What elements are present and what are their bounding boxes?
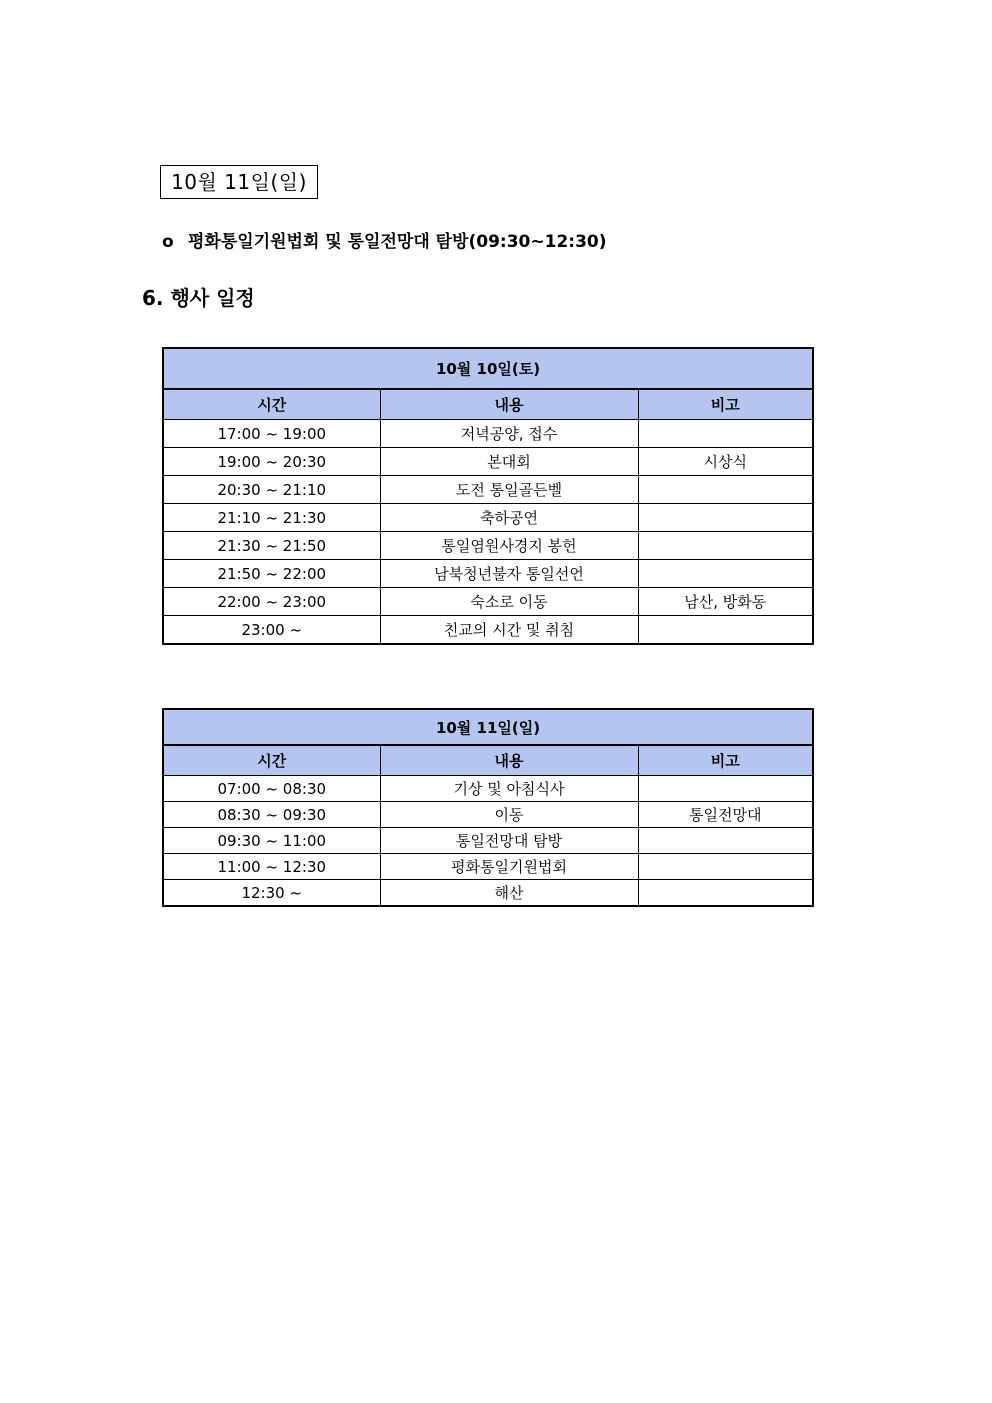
column-header-note: 비고 — [638, 745, 813, 776]
time-cell: 19:00 ~ 20:30 — [163, 448, 380, 476]
content-cell: 통일전망대 탐방 — [380, 828, 638, 854]
table-caption: 10월 10일(토) — [163, 348, 813, 389]
note-cell — [638, 560, 813, 588]
note-cell — [638, 476, 813, 504]
table-row — [163, 776, 813, 802]
time-cell: 22:00 ~ 23:00 — [163, 588, 380, 616]
table-row — [163, 420, 813, 448]
table-row — [163, 828, 813, 854]
content-cell: 본대회 — [380, 448, 638, 476]
note-cell — [638, 504, 813, 532]
time-cell: 21:50 ~ 22:00 — [163, 560, 380, 588]
event-summary-text: 평화통일기원법회 및 통일전망대 탐방(09:30~12:30) — [188, 232, 607, 252]
table-row — [163, 880, 813, 907]
schedule-table-day2 — [162, 708, 814, 907]
note-cell — [638, 854, 813, 880]
content-cell: 통일염원사경지 봉헌 — [380, 532, 638, 560]
note-cell — [638, 828, 813, 854]
schedule-table-day1 — [162, 347, 814, 645]
table-row — [163, 616, 813, 645]
table-row — [163, 476, 813, 504]
column-header-note: 비고 — [638, 389, 813, 420]
bullet-marker: o — [162, 232, 174, 252]
time-cell: 07:00 ~ 08:30 — [163, 776, 380, 802]
content-cell: 평화통일기원법회 — [380, 854, 638, 880]
note-cell — [638, 880, 813, 907]
section-title: 6. 행사 일정 — [142, 286, 255, 310]
column-header-time: 시간 — [163, 389, 380, 420]
note-cell: 남산, 방화동 — [638, 588, 813, 616]
table-caption: 10월 11일(일) — [163, 709, 813, 745]
table-row — [163, 854, 813, 880]
column-header-content: 내용 — [380, 745, 638, 776]
table-row — [163, 504, 813, 532]
time-cell: 21:10 ~ 21:30 — [163, 504, 380, 532]
table-row — [163, 448, 813, 476]
content-cell: 저녁공양, 접수 — [380, 420, 638, 448]
note-cell: 통일전망대 — [638, 802, 813, 828]
content-cell: 남북청년불자 통일선언 — [380, 560, 638, 588]
content-cell: 친교의 시간 및 취침 — [380, 616, 638, 645]
time-cell: 11:00 ~ 12:30 — [163, 854, 380, 880]
time-cell: 17:00 ~ 19:00 — [163, 420, 380, 448]
note-cell — [638, 532, 813, 560]
content-cell: 숙소로 이동 — [380, 588, 638, 616]
event-summary-line — [162, 228, 607, 256]
time-cell: 20:30 ~ 21:10 — [163, 476, 380, 504]
time-cell: 12:30 ~ — [163, 880, 380, 907]
column-header-time: 시간 — [163, 745, 380, 776]
content-cell: 기상 및 아침식사 — [380, 776, 638, 802]
column-header-content: 내용 — [380, 389, 638, 420]
table-row — [163, 802, 813, 828]
table-row — [163, 588, 813, 616]
date-box: 10월 11일(일) — [160, 165, 318, 199]
content-cell: 해산 — [380, 880, 638, 907]
time-cell: 08:30 ~ 09:30 — [163, 802, 380, 828]
time-cell: 21:30 ~ 21:50 — [163, 532, 380, 560]
note-cell — [638, 616, 813, 645]
note-cell — [638, 420, 813, 448]
table-row — [163, 560, 813, 588]
content-cell: 이동 — [380, 802, 638, 828]
content-cell: 축하공연 — [380, 504, 638, 532]
note-cell: 시상식 — [638, 448, 813, 476]
time-cell: 09:30 ~ 11:00 — [163, 828, 380, 854]
content-cell: 도전 통일골든벨 — [380, 476, 638, 504]
note-cell — [638, 776, 813, 802]
table-row — [163, 532, 813, 560]
time-cell: 23:00 ~ — [163, 616, 380, 645]
